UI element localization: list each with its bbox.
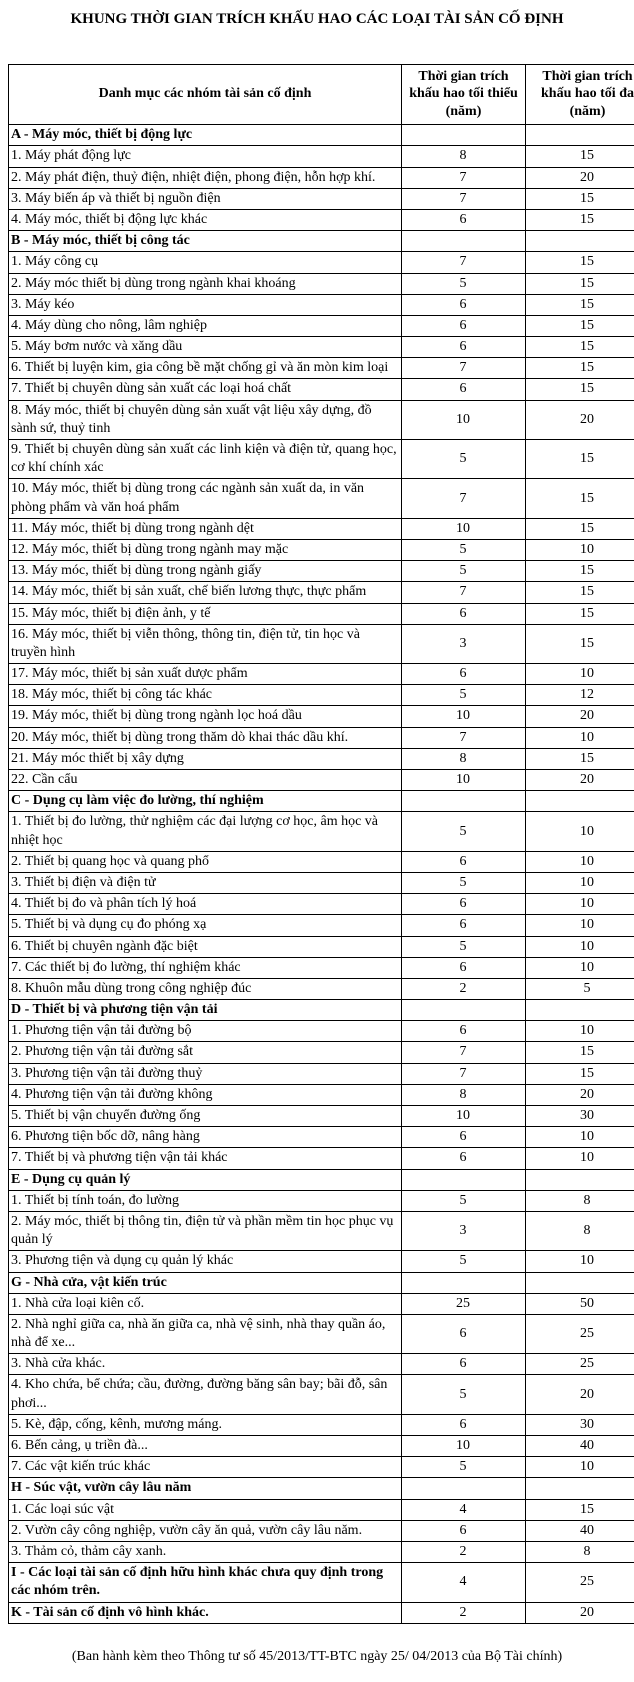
asset-group-cell: 21. Máy móc thiết bị xây dựng <box>9 748 402 769</box>
min-years-cell: 6 <box>402 851 526 872</box>
min-years-cell: 8 <box>402 146 526 167</box>
table-row <box>9 561 634 582</box>
column-header-category: Danh mục các nhóm tài sản cố định <box>9 64 402 125</box>
asset-group-cell: 2. Thiết bị quang học và quang phổ <box>9 851 402 872</box>
asset-group-cell: E - Dụng cụ quản lý <box>9 1169 402 1190</box>
max-years-cell: 10 <box>526 894 634 915</box>
max-years-cell: 15 <box>526 1499 634 1520</box>
max-years-cell: 10 <box>526 936 634 957</box>
max-years-cell: 10 <box>526 1457 634 1478</box>
table-row <box>9 770 634 791</box>
table-row <box>9 1541 634 1562</box>
section-row <box>9 1602 634 1623</box>
asset-group-cell: A - Máy móc, thiết bị động lực <box>9 125 402 146</box>
column-header-max-years: Thời gian trích khấu hao tối đa (năm) <box>526 64 634 125</box>
min-years-cell: 3 <box>402 1211 526 1250</box>
max-years-cell: 15 <box>526 1063 634 1084</box>
min-years-cell: 6 <box>402 337 526 358</box>
min-years-cell: 2 <box>402 978 526 999</box>
table-body <box>9 125 634 1624</box>
min-years-cell: 4 <box>402 1499 526 1520</box>
section-row <box>9 791 634 812</box>
asset-group-cell: G - Nhà cửa, vật kiến trúc <box>9 1272 402 1293</box>
page-title: KHUNG THỜI GIAN TRÍCH KHẤU HAO CÁC LOẠI TÀI SẢN CỐ ĐỊNH <box>4 10 630 30</box>
table-row <box>9 518 634 539</box>
table-header <box>9 64 634 125</box>
min-years-cell: 6 <box>402 664 526 685</box>
asset-group-cell: 5. Thiết bị vận chuyển đường ống <box>9 1106 402 1127</box>
min-years-cell: 10 <box>402 706 526 727</box>
min-years-cell <box>402 1478 526 1499</box>
table-row <box>9 479 634 518</box>
table-row <box>9 1414 634 1435</box>
min-years-cell: 5 <box>402 1190 526 1211</box>
max-years-cell: 20 <box>526 1602 634 1623</box>
table-row <box>9 894 634 915</box>
max-years-cell: 15 <box>526 294 634 315</box>
asset-group-cell: 6. Thiết bị luyện kim, gia công bề mặt chống gỉ và ăn mòn kim loại <box>9 358 402 379</box>
max-years-cell: 15 <box>526 337 634 358</box>
max-years-cell: 10 <box>526 957 634 978</box>
asset-group-cell: I - Các loại tài sản cố định hữu hình khác chưa quy định trong các nhóm trên. <box>9 1563 402 1602</box>
table-row <box>9 1106 634 1127</box>
section-row <box>9 1169 634 1190</box>
max-years-cell <box>526 1169 634 1190</box>
asset-group-cell: 13. Máy móc, thiết bị dùng trong ngành giấy <box>9 561 402 582</box>
min-years-cell: 5 <box>402 1457 526 1478</box>
min-years-cell: 6 <box>402 209 526 230</box>
section-row <box>9 1000 634 1021</box>
table-row <box>9 706 634 727</box>
asset-group-cell: 1. Thiết bị đo lường, thử nghiệm các đại lượng cơ học, âm học và nhiệt học <box>9 812 402 851</box>
max-years-cell: 15 <box>526 518 634 539</box>
max-years-cell: 15 <box>526 188 634 209</box>
max-years-cell: 15 <box>526 1042 634 1063</box>
max-years-cell: 5 <box>526 978 634 999</box>
min-years-cell: 10 <box>402 518 526 539</box>
asset-group-cell: 3. Thảm cỏ, thảm cây xanh. <box>9 1541 402 1562</box>
asset-group-cell: 5. Thiết bị và dụng cụ đo phóng xạ <box>9 915 402 936</box>
asset-group-cell: 11. Máy móc, thiết bị dùng trong ngành dệt <box>9 518 402 539</box>
section-row <box>9 1272 634 1293</box>
min-years-cell: 6 <box>402 957 526 978</box>
table-row <box>9 915 634 936</box>
table-row <box>9 1457 634 1478</box>
min-years-cell: 6 <box>402 1520 526 1541</box>
min-years-cell <box>402 231 526 252</box>
table-clip-region <box>8 64 634 1624</box>
section-row <box>9 125 634 146</box>
column-header-min-years: Thời gian trích khấu hao tối thiểu (năm) <box>402 64 526 125</box>
table-row <box>9 603 634 624</box>
min-years-cell: 5 <box>402 1251 526 1272</box>
min-years-cell: 10 <box>402 1106 526 1127</box>
asset-group-cell: H - Súc vật, vườn cây lâu năm <box>9 1478 402 1499</box>
min-years-cell: 10 <box>402 400 526 439</box>
asset-group-cell: 2. Nhà nghỉ giữa ca, nhà ăn giữa ca, nhà vệ sinh, nhà thay quần áo, nhà để xe... <box>9 1314 402 1353</box>
table-row <box>9 748 634 769</box>
asset-group-cell: 7. Các vật kiến trúc khác <box>9 1457 402 1478</box>
min-years-cell: 10 <box>402 1436 526 1457</box>
min-years-cell: 5 <box>402 273 526 294</box>
asset-group-cell: 3. Nhà cửa khác. <box>9 1354 402 1375</box>
max-years-cell: 10 <box>526 664 634 685</box>
table-row <box>9 957 634 978</box>
asset-group-cell: K - Tài sản cố định vô hình khác. <box>9 1602 402 1623</box>
asset-group-cell: 3. Phương tiện và dụng cụ quản lý khác <box>9 1251 402 1272</box>
max-years-cell: 10 <box>526 851 634 872</box>
table-row <box>9 1042 634 1063</box>
max-years-cell: 20 <box>526 706 634 727</box>
max-years-cell: 15 <box>526 273 634 294</box>
asset-group-cell: 10. Máy móc, thiết bị dùng trong các ngành sản xuất da, in văn phòng phẩm và văn hoá phẩm <box>9 479 402 518</box>
asset-group-cell: 1. Thiết bị tính toán, đo lường <box>9 1190 402 1211</box>
max-years-cell: 8 <box>526 1190 634 1211</box>
max-years-cell: 15 <box>526 582 634 603</box>
table-row <box>9 252 634 273</box>
asset-group-cell: 20. Máy móc, thiết bị dùng trong thăm dò khai thác dầu khí. <box>9 727 402 748</box>
max-years-cell: 15 <box>526 379 634 400</box>
min-years-cell <box>402 791 526 812</box>
asset-group-cell: 16. Máy móc, thiết bị viễn thông, thông tin, điện tử, tin học và truyền hình <box>9 624 402 663</box>
asset-group-cell: 5. Kè, đập, cống, kênh, mương máng. <box>9 1414 402 1435</box>
asset-group-cell: 2. Máy móc thiết bị dùng trong ngành khai khoáng <box>9 273 402 294</box>
table-row <box>9 209 634 230</box>
max-years-cell: 10 <box>526 1148 634 1169</box>
max-years-cell: 10 <box>526 539 634 560</box>
table-row <box>9 146 634 167</box>
min-years-cell <box>402 1169 526 1190</box>
asset-group-cell: 4. Máy móc, thiết bị động lực khác <box>9 209 402 230</box>
min-years-cell: 7 <box>402 252 526 273</box>
max-years-cell: 15 <box>526 252 634 273</box>
asset-group-cell: 8. Máy móc, thiết bị chuyên dùng sản xuất vật liệu xây dựng, đồ sành sứ, thuỷ tinh <box>9 400 402 439</box>
min-years-cell: 6 <box>402 894 526 915</box>
max-years-cell: 15 <box>526 603 634 624</box>
table-row <box>9 1148 634 1169</box>
max-years-cell <box>526 1478 634 1499</box>
min-years-cell: 7 <box>402 479 526 518</box>
table-row <box>9 685 634 706</box>
table-row <box>9 1190 634 1211</box>
min-years-cell: 5 <box>402 440 526 479</box>
max-years-cell <box>526 791 634 812</box>
min-years-cell: 10 <box>402 770 526 791</box>
asset-group-cell: 6. Thiết bị chuyên ngành đặc biệt <box>9 936 402 957</box>
min-years-cell: 8 <box>402 1084 526 1105</box>
footnote: (Ban hành kèm theo Thông tư số 45/2013/TT-BTC ngày 25/ 04/2013 của Bộ Tài chính) <box>10 1648 624 1666</box>
asset-group-cell: 2. Máy móc, thiết bị thông tin, điện tử và phần mềm tin học phục vụ quản lý <box>9 1211 402 1250</box>
asset-group-cell: 2. Máy phát điện, thuỷ điện, nhiệt điện, phong điện, hỗn hợp khí. <box>9 167 402 188</box>
min-years-cell: 6 <box>402 379 526 400</box>
table-row <box>9 812 634 851</box>
min-years-cell: 7 <box>402 582 526 603</box>
asset-group-cell: D - Thiết bị và phương tiện vận tải <box>9 1000 402 1021</box>
asset-group-cell: 4. Kho chứa, bể chứa; cầu, đường, đường băng sân bay; bãi đỗ, sân phơi... <box>9 1375 402 1414</box>
min-years-cell: 6 <box>402 1314 526 1353</box>
max-years-cell: 15 <box>526 315 634 336</box>
asset-group-cell: 9. Thiết bị chuyên dùng sản xuất các linh kiện và điện tử, quang học, cơ khí chính xác <box>9 440 402 479</box>
depreciation-table <box>8 64 634 1624</box>
table-row <box>9 273 634 294</box>
min-years-cell: 7 <box>402 188 526 209</box>
section-row <box>9 1563 634 1602</box>
max-years-cell: 10 <box>526 1127 634 1148</box>
asset-group-cell: 3. Phương tiện vận tải đường thuỷ <box>9 1063 402 1084</box>
table-row <box>9 167 634 188</box>
min-years-cell: 6 <box>402 315 526 336</box>
asset-group-cell: 7. Các thiết bị đo lường, thí nghiệm khác <box>9 957 402 978</box>
table-row <box>9 936 634 957</box>
max-years-cell: 10 <box>526 727 634 748</box>
min-years-cell: 6 <box>402 1414 526 1435</box>
min-years-cell: 6 <box>402 915 526 936</box>
max-years-cell: 15 <box>526 146 634 167</box>
table-row <box>9 1354 634 1375</box>
min-years-cell: 25 <box>402 1293 526 1314</box>
min-years-cell: 7 <box>402 1063 526 1084</box>
max-years-cell: 15 <box>526 624 634 663</box>
table-row <box>9 400 634 439</box>
asset-group-cell: C - Dụng cụ làm việc đo lường, thí nghiệm <box>9 791 402 812</box>
min-years-cell: 2 <box>402 1541 526 1562</box>
asset-group-cell: 4. Phương tiện vận tải đường không <box>9 1084 402 1105</box>
max-years-cell: 25 <box>526 1354 634 1375</box>
min-years-cell: 6 <box>402 1354 526 1375</box>
asset-group-cell: 3. Máy kéo <box>9 294 402 315</box>
asset-group-cell: 4. Thiết bị đo và phân tích lý hoá <box>9 894 402 915</box>
max-years-cell: 15 <box>526 440 634 479</box>
min-years-cell <box>402 1000 526 1021</box>
table-row <box>9 1293 634 1314</box>
min-years-cell: 6 <box>402 1127 526 1148</box>
min-years-cell: 3 <box>402 624 526 663</box>
asset-group-cell: 18. Máy móc, thiết bị công tác khác <box>9 685 402 706</box>
max-years-cell: 20 <box>526 1084 634 1105</box>
table-row <box>9 727 634 748</box>
max-years-cell: 15 <box>526 358 634 379</box>
min-years-cell: 4 <box>402 1563 526 1602</box>
asset-group-cell: 1. Các loại súc vật <box>9 1499 402 1520</box>
asset-group-cell: 17. Máy móc, thiết bị sản xuất dược phẩm <box>9 664 402 685</box>
table-row <box>9 624 634 663</box>
asset-group-cell: 19. Máy móc, thiết bị dùng trong ngành lọc hoá dầu <box>9 706 402 727</box>
max-years-cell: 15 <box>526 479 634 518</box>
max-years-cell: 30 <box>526 1106 634 1127</box>
table-row <box>9 315 634 336</box>
table-row <box>9 978 634 999</box>
asset-group-cell: 2. Vườn cây công nghiệp, vườn cây ăn quả, vườn cây lâu năm. <box>9 1520 402 1541</box>
min-years-cell: 7 <box>402 358 526 379</box>
header-row <box>9 64 634 125</box>
table-row <box>9 872 634 893</box>
max-years-cell: 10 <box>526 872 634 893</box>
table-row <box>9 582 634 603</box>
max-years-cell: 20 <box>526 400 634 439</box>
max-years-cell: 30 <box>526 1414 634 1435</box>
asset-group-cell: 6. Bến cảng, ụ triền đà... <box>9 1436 402 1457</box>
asset-group-cell: 1. Phương tiện vận tải đường bộ <box>9 1021 402 1042</box>
max-years-cell: 15 <box>526 561 634 582</box>
max-years-cell: 10 <box>526 812 634 851</box>
max-years-cell: 40 <box>526 1436 634 1457</box>
table-row <box>9 1063 634 1084</box>
min-years-cell: 5 <box>402 812 526 851</box>
max-years-cell: 15 <box>526 748 634 769</box>
min-years-cell <box>402 125 526 146</box>
table-row <box>9 664 634 685</box>
max-years-cell: 20 <box>526 1375 634 1414</box>
section-row <box>9 231 634 252</box>
table-row <box>9 1314 634 1353</box>
table-row <box>9 379 634 400</box>
asset-group-cell: 8. Khuôn mẫu dùng trong công nghiệp đúc <box>9 978 402 999</box>
min-years-cell: 7 <box>402 1042 526 1063</box>
asset-group-cell: 22. Cần cẩu <box>9 770 402 791</box>
table-row <box>9 1436 634 1457</box>
min-years-cell: 5 <box>402 539 526 560</box>
asset-group-cell: 3. Máy biến áp và thiết bị nguồn điện <box>9 188 402 209</box>
max-years-cell <box>526 125 634 146</box>
table-row <box>9 358 634 379</box>
max-years-cell: 25 <box>526 1314 634 1353</box>
table-row <box>9 1499 634 1520</box>
max-years-cell: 8 <box>526 1211 634 1250</box>
min-years-cell: 5 <box>402 936 526 957</box>
min-years-cell: 5 <box>402 872 526 893</box>
table-row <box>9 188 634 209</box>
asset-group-cell: 6. Phương tiện bốc dỡ, nâng hàng <box>9 1127 402 1148</box>
table-row <box>9 440 634 479</box>
max-years-cell: 20 <box>526 167 634 188</box>
table-row <box>9 1520 634 1541</box>
asset-group-cell: 1. Máy công cụ <box>9 252 402 273</box>
min-years-cell: 7 <box>402 167 526 188</box>
asset-group-cell: 2. Phương tiện vận tải đường sắt <box>9 1042 402 1063</box>
asset-group-cell: 1. Máy phát động lực <box>9 146 402 167</box>
max-years-cell <box>526 1272 634 1293</box>
max-years-cell: 25 <box>526 1563 634 1602</box>
asset-group-cell: 7. Thiết bị và phương tiện vận tải khác <box>9 1148 402 1169</box>
table-row <box>9 1084 634 1105</box>
table-row <box>9 1251 634 1272</box>
table-row <box>9 337 634 358</box>
table-row <box>9 1375 634 1414</box>
table-row <box>9 1211 634 1250</box>
section-row <box>9 1478 634 1499</box>
max-years-cell: 10 <box>526 915 634 936</box>
min-years-cell: 7 <box>402 727 526 748</box>
asset-group-cell: 14. Máy móc, thiết bị sản xuất, chế biến lương thực, thực phẩm <box>9 582 402 603</box>
min-years-cell: 6 <box>402 294 526 315</box>
table-row <box>9 851 634 872</box>
max-years-cell: 8 <box>526 1541 634 1562</box>
min-years-cell: 5 <box>402 685 526 706</box>
asset-group-cell: 5. Máy bơm nước và xăng dầu <box>9 337 402 358</box>
min-years-cell <box>402 1272 526 1293</box>
max-years-cell: 20 <box>526 770 634 791</box>
max-years-cell <box>526 231 634 252</box>
max-years-cell: 40 <box>526 1520 634 1541</box>
asset-group-cell: B - Máy móc, thiết bị công tác <box>9 231 402 252</box>
table-row <box>9 294 634 315</box>
min-years-cell: 6 <box>402 1021 526 1042</box>
min-years-cell: 8 <box>402 748 526 769</box>
max-years-cell: 10 <box>526 1021 634 1042</box>
table-row <box>9 539 634 560</box>
asset-group-cell: 12. Máy móc, thiết bị dùng trong ngành may mặc <box>9 539 402 560</box>
max-years-cell: 10 <box>526 1251 634 1272</box>
max-years-cell: 50 <box>526 1293 634 1314</box>
min-years-cell: 2 <box>402 1602 526 1623</box>
min-years-cell: 5 <box>402 561 526 582</box>
asset-group-cell: 4. Máy dùng cho nông, lâm nghiệp <box>9 315 402 336</box>
min-years-cell: 5 <box>402 1375 526 1414</box>
min-years-cell: 6 <box>402 1148 526 1169</box>
max-years-cell: 12 <box>526 685 634 706</box>
table-row <box>9 1127 634 1148</box>
asset-group-cell: 7. Thiết bị chuyên dùng sản xuất các loại hoá chất <box>9 379 402 400</box>
min-years-cell: 6 <box>402 603 526 624</box>
asset-group-cell: 3. Thiết bị điện và điện tử <box>9 872 402 893</box>
max-years-cell <box>526 1000 634 1021</box>
asset-group-cell: 1. Nhà cửa loại kiên cố. <box>9 1293 402 1314</box>
max-years-cell: 15 <box>526 209 634 230</box>
table-row <box>9 1021 634 1042</box>
asset-group-cell: 15. Máy móc, thiết bị điện ảnh, y tế <box>9 603 402 624</box>
